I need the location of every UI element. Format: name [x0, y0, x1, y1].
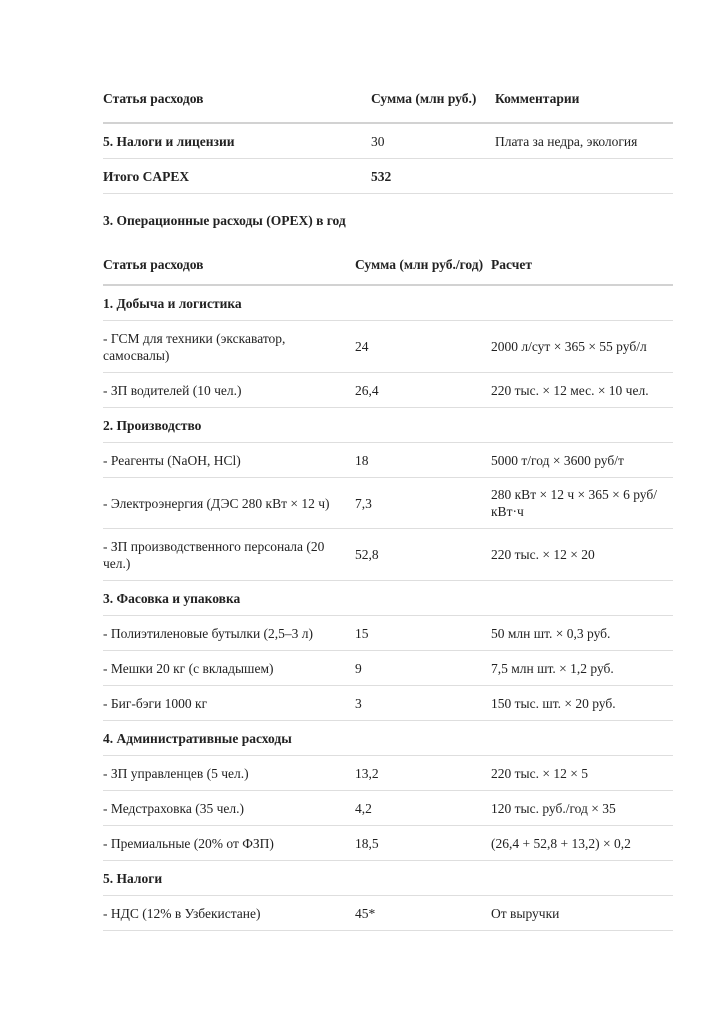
- opex-amount: 26,4: [355, 373, 491, 408]
- opex-item: - Реагенты (NaOH, HCl): [103, 443, 355, 478]
- opex-group-row: [103, 581, 673, 616]
- table-row: [103, 529, 673, 581]
- opex-amount: 45*: [355, 896, 491, 931]
- capex-header-item: Статья расходов: [103, 76, 371, 123]
- opex-calc: 5000 т/год × 3600 руб/т: [491, 443, 673, 478]
- opex-calc: 7,5 млн шт. × 1,2 руб.: [491, 651, 673, 686]
- opex-table: [103, 244, 673, 931]
- table-row: [103, 826, 673, 861]
- opex-calc: 220 тыс. × 12 × 20: [491, 529, 673, 581]
- capex-total-amount: 532: [371, 159, 495, 194]
- table-row: [103, 756, 673, 791]
- opex-calc: 120 тыс. руб./год × 35: [491, 791, 673, 826]
- opex-item: - Биг-бэги 1000 кг: [103, 686, 355, 721]
- opex-amount: 24: [355, 321, 491, 373]
- opex-group-title: 3. Фасовка и упаковка: [103, 581, 355, 616]
- opex-calc: 220 тыс. × 12 × 5: [491, 756, 673, 791]
- opex-item: - Премиальные (20% от ФЗП): [103, 826, 355, 861]
- opex-calc: 150 тыс. шт. × 20 руб.: [491, 686, 673, 721]
- capex-comment: Плата за недра, экология: [495, 123, 673, 159]
- opex-item: - ЗП водителей (10 чел.): [103, 373, 355, 408]
- opex-header-amount: Сумма (млн руб./год): [355, 244, 491, 285]
- capex-table: [103, 76, 673, 194]
- capex-total-row: [103, 159, 673, 194]
- opex-amount: 15: [355, 616, 491, 651]
- capex-header-amount: Сумма (млн руб.): [371, 76, 495, 123]
- capex-header-row: [103, 76, 673, 123]
- opex-amount: 18,5: [355, 826, 491, 861]
- opex-amount: 3: [355, 686, 491, 721]
- opex-amount: 18: [355, 443, 491, 478]
- opex-item: - ЗП управленцев (5 чел.): [103, 756, 355, 791]
- capex-total-comment: [495, 159, 673, 194]
- table-row: [103, 616, 673, 651]
- opex-group-title: 4. Административные расходы: [103, 721, 355, 756]
- table-row: [103, 123, 673, 159]
- opex-calc: 280 кВт × 12 ч × 365 × 6 руб/кВт·ч: [491, 478, 673, 529]
- opex-group-row: [103, 408, 673, 443]
- opex-amount: 4,2: [355, 791, 491, 826]
- opex-section-title: 3. Операционные расходы (OPEX) в год: [103, 213, 346, 228]
- table-row: [103, 791, 673, 826]
- opex-header-item: Статья расходов: [103, 244, 355, 285]
- opex-calc: 2000 л/сут × 365 × 55 руб/л: [491, 321, 673, 373]
- opex-amount: 9: [355, 651, 491, 686]
- opex-amount: 52,8: [355, 529, 491, 581]
- capex-amount: 30: [371, 123, 495, 159]
- opex-group-row: [103, 285, 673, 321]
- opex-group-title: 2. Производство: [103, 408, 355, 443]
- table-row: [103, 896, 673, 931]
- opex-calc: От выручки: [491, 896, 673, 931]
- opex-calc: 220 тыс. × 12 мес. × 10 чел.: [491, 373, 673, 408]
- opex-item: - НДС (12% в Узбекистане): [103, 896, 355, 931]
- table-row: [103, 443, 673, 478]
- opex-item: - Мешки 20 кг (с вкладышем): [103, 651, 355, 686]
- capex-item: 5. Налоги и лицензии: [103, 123, 371, 159]
- opex-amount: 13,2: [355, 756, 491, 791]
- opex-header-calc: Расчет: [491, 244, 673, 285]
- opex-calc: (26,4 + 52,8 + 13,2) × 0,2: [491, 826, 673, 861]
- opex-calc: 50 млн шт. × 0,3 руб.: [491, 616, 673, 651]
- table-row: [103, 478, 673, 529]
- opex-group-title: 5. Налоги: [103, 861, 355, 896]
- table-row: [103, 651, 673, 686]
- opex-amount: 7,3: [355, 478, 491, 529]
- opex-group-row: [103, 721, 673, 756]
- opex-header-row: [103, 244, 673, 285]
- opex-item: - Полиэтиленовые бутылки (2,5–3 л): [103, 616, 355, 651]
- opex-item: - ГСМ для техники (экскаватор, самосвалы): [103, 321, 355, 373]
- opex-group-title: 1. Добыча и логистика: [103, 285, 355, 321]
- opex-item: - Электроэнергия (ДЭС 280 кВт × 12 ч): [103, 478, 355, 529]
- table-row: [103, 321, 673, 373]
- table-row: [103, 686, 673, 721]
- opex-item: - ЗП производственного персонала (20 чел.): [103, 529, 355, 581]
- capex-header-comment: Комментарии: [495, 76, 673, 123]
- opex-group-row: [103, 861, 673, 896]
- opex-item: - Медстраховка (35 чел.): [103, 791, 355, 826]
- table-row: [103, 373, 673, 408]
- document-page: [103, 76, 673, 931]
- capex-total-label: Итого CAPEX: [103, 159, 371, 194]
